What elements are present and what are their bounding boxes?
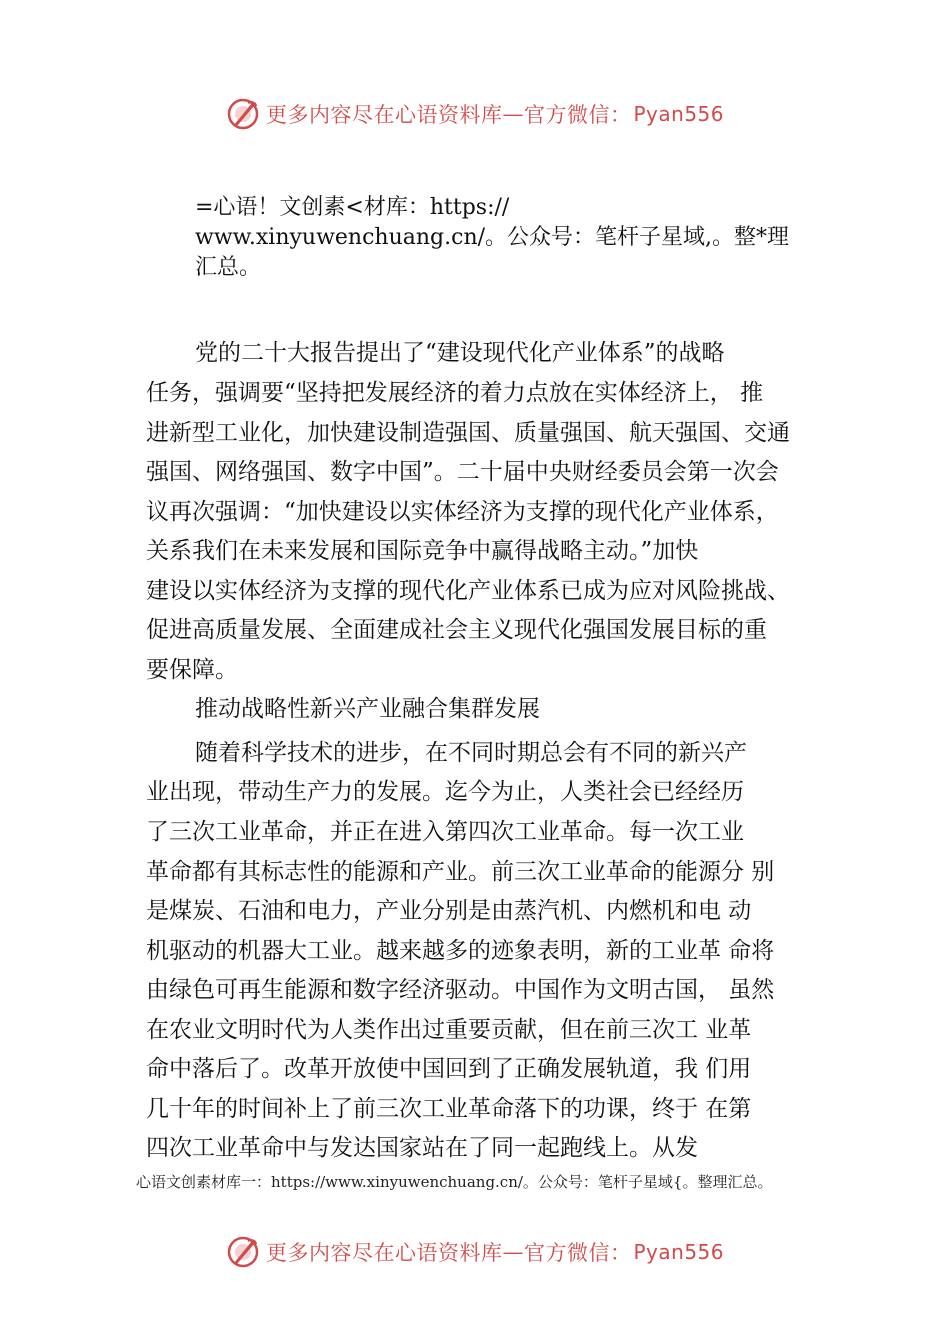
article-line: 是煤炭、石油和电力，产业分别是由蒸汽机、内燃机和电 动 — [146, 898, 752, 924]
banner-wechat-id: Pyan556 — [633, 1240, 724, 1264]
section-heading: 推动战略性新兴产业融合集群发展 — [195, 696, 540, 722]
article-line: 业出现，带动生产力的发展。迄今为止，人类社会已经经历 — [146, 779, 744, 805]
article-line: 由绿色可再生能源和数字经济驱动。中国作为文明古国， 虽然 — [146, 977, 775, 1003]
header-banner — [0, 94, 950, 134]
article-line: 随着科学技术的进步，在不同时期总会有不同的新兴产 — [195, 740, 747, 766]
article-line: 机驱动的机器大工业。越来越多的迹象表明，新的工业革 命将 — [146, 938, 775, 964]
article-line: 几十年的时间补上了前三次工业革命落下的功课，终于 在第 — [146, 1096, 752, 1122]
source-note-line: 汇总。 — [195, 255, 262, 280]
article-line: 党的二十大报告提出了“建设现代化产业体系”的战略 — [195, 340, 725, 366]
source-note-line: =心语！文创素<材库：https:// — [195, 195, 510, 220]
footer-note: 心语文创素材库一：https://www.xinyuwenchuang.cn/。公众号：笔杆子星域{。整理汇总。 — [136, 1173, 773, 1191]
quill-logo-icon — [226, 97, 260, 131]
banner-site-text: 更多内容尽在心语资料库 — [265, 1241, 503, 1265]
article-line: 命中落后了。改革开放使中国回到了正确发展轨道，我 们用 — [146, 1056, 752, 1082]
banner-wechat-label: 官方微信： — [523, 1241, 632, 1265]
footer-banner — [0, 1232, 950, 1272]
banner-site-text: 更多内容尽在心语资料库 — [265, 103, 503, 127]
banner-wechat-label: 官方微信： — [523, 103, 632, 127]
article-line: 建设以实体经济为支撑的现代化产业体系已成为应对风险挑战、 — [146, 578, 790, 604]
article-line: 进新型工业化，加快建设制造强国、质量强国、航天强国、交通 — [146, 420, 790, 446]
article-line: 强国、网络强国、数字中国”。二十届中央财经委员会第一次会 — [146, 459, 779, 485]
article-line: 关系我们在未来发展和国际竞争中赢得战略主动。”加快 — [146, 538, 699, 564]
article-line: 了三次工业革命，并正在进入第四次工业革命。每一次工业 — [146, 819, 744, 845]
banner-separator: — — [502, 1240, 524, 1264]
quill-logo-icon — [226, 1235, 260, 1269]
article-line: 在农业文明时代为人类作出过重要贡献，但在前三次工 业革 — [146, 1017, 752, 1043]
article-line: 革命都有其标志性的能源和产业。前三次工业革命的能源分 别 — [146, 859, 775, 885]
article-line: 四次工业革命中与发达国家站在了同一起跑线上。从发 — [146, 1135, 698, 1161]
article-line: 促进高质量发展、全面建成社会主义现代化强国发展目标的重 — [146, 617, 767, 643]
banner-wechat-id: Pyan556 — [633, 102, 724, 126]
article-line: 议再次强调：“加快建设以实体经济为支撑的现代化产业体系， — [146, 499, 779, 525]
source-note-line: www.xinyuwenchuang.cn/。公众号：笔杆子星域,。整*理 — [195, 225, 790, 250]
article-line: 要保障。 — [146, 657, 238, 683]
banner-separator: — — [502, 102, 524, 126]
source-note — [195, 193, 845, 283]
article-line: 任务，强调要“坚持把发展经济的着力点放在实体经济上， 推 — [146, 380, 764, 406]
